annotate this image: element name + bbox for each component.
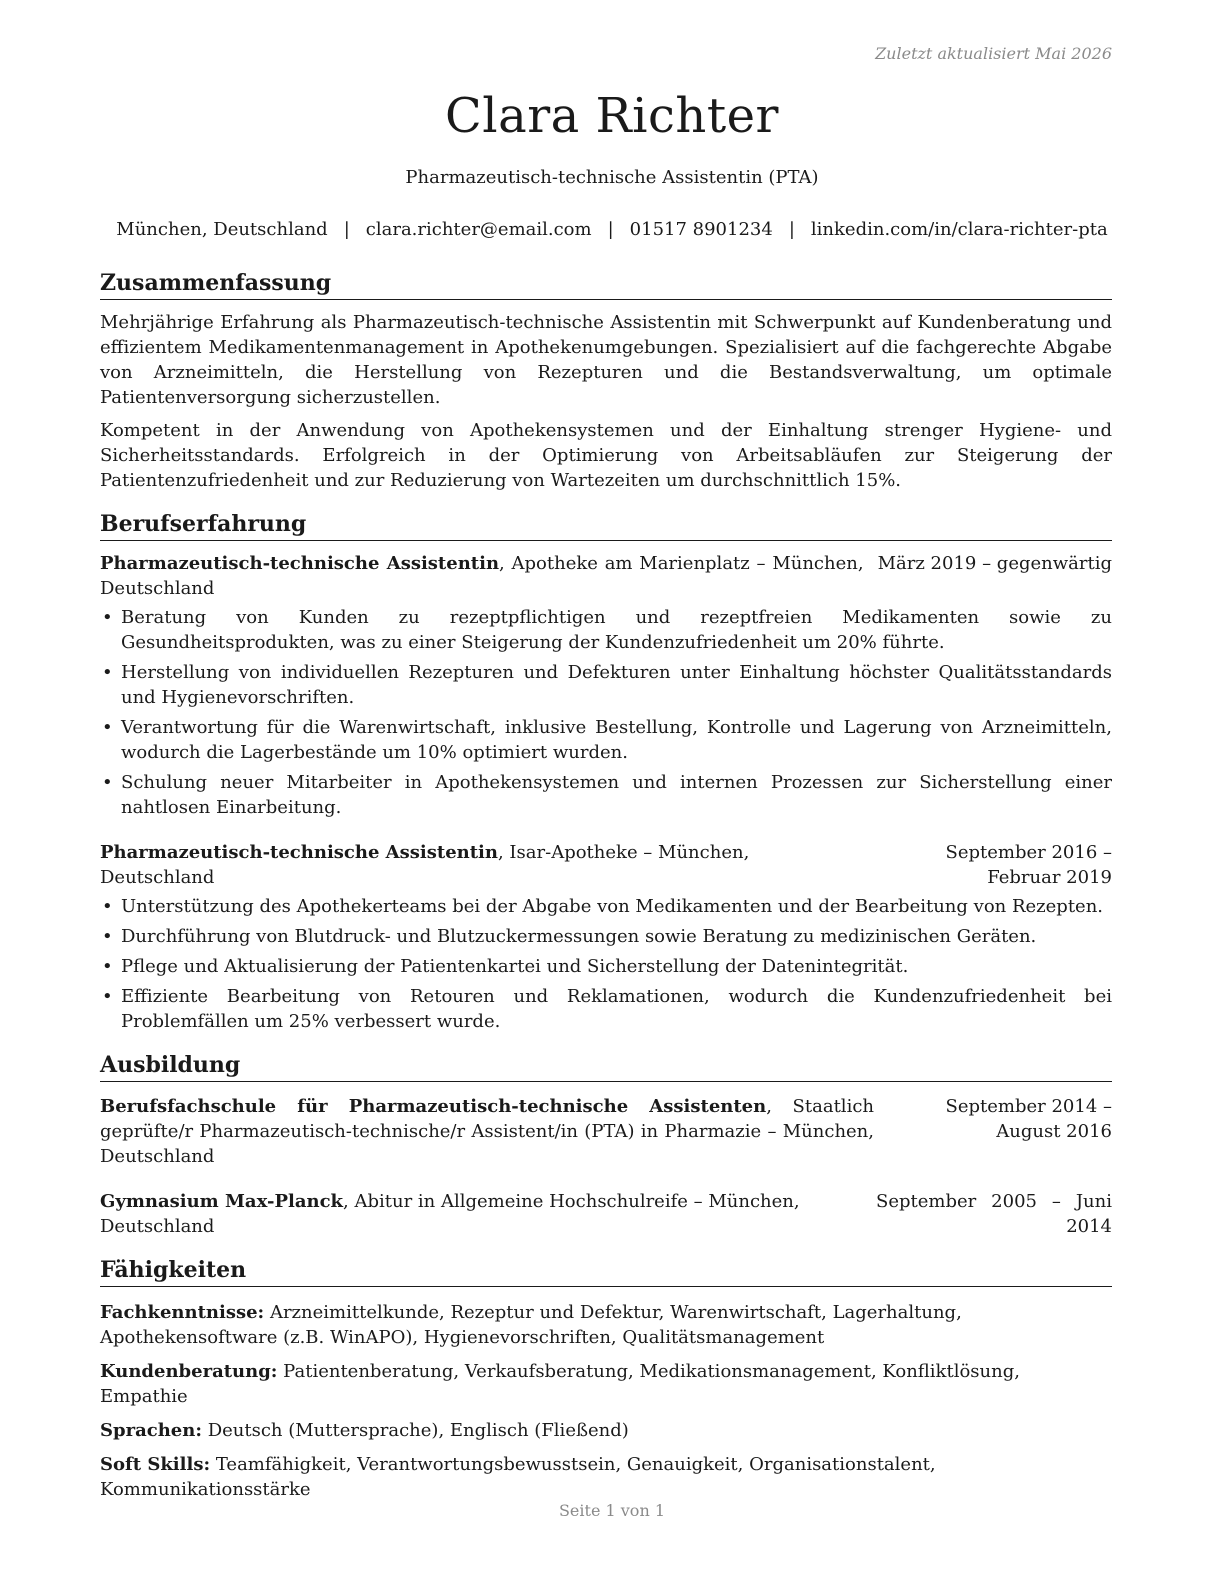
skill-value: Patientenberatung, Verkaufsberatung, Medikationsmanagement, Konfliktlösung, Empathie [100,1361,1020,1407]
skills-list [100,1300,1112,1502]
experience-section [100,509,1112,1034]
skill-value: Teamfähigkeit, Verantwortungsbewusstsein, Genauigkeit, Organisationstalent, Kommunikationsstärke [100,1454,936,1500]
job-bullets [100,894,1112,1034]
skill-row [100,1452,1112,1502]
contact-linkedin[interactable]: linkedin.com/in/clara-richter-pta [810,219,1108,240]
last-updated: Zuletzt aktualisiert Mai 2026 [875,44,1112,63]
summary-paragraph: Mehrjährige Erfahrung als Pharmazeutisch-technische Assistentin mit Schwerpunkt auf Kundenberatung und effizientem Medikamentenmanagement in Apothekenumgebungen. Spezialisiert auf die fachgerechte Abgabe von Arzneimitteln, die Herstellung von Rezepturen und die Bestandsverwaltung, um optimale Patientenversorgung sicherzustellen. [100,312,1112,408]
contact-email[interactable]: clara.richter@email.com [365,219,592,240]
list-item: • Schulung neuer Mitarbeiter in Apothekensystemen und internen Prozessen zur Sicherstellung einer nahtlosen Einarbeitung. [100,770,1112,820]
skill-row [100,1418,1112,1443]
list-item: • Effiziente Bearbeitung von Retouren und Reklamationen, wodurch die Kundenzufriedenheit bei Problemfällen um 25% verbessert wurde. [100,984,1112,1034]
list-item: • Beratung von Kunden zu rezeptpflichtigen und rezeptfreien Medikamenten sowie zu Gesundheitsprodukten, was zu einer Steigerung der Kundenzufriedenheit um 20% führte. [100,605,1112,655]
job-role: Pharmazeutisch-technische Assistentin [100,553,500,574]
skill-value: Arzneimittelkunde, Rezeptur und Defektur, Warenwirtschaft, Lagerhaltung, Apothekensoftware (z.B. WinAPO), Hygienevorschriften, Qualitätsmanagement [100,1302,962,1348]
education-section [100,1050,1112,1239]
skill-label: Fachkenntnisse: [100,1302,265,1323]
education-entry [100,1189,1112,1239]
school-name: Berufsfachschule für Pharmazeutisch-technische Assistenten [100,1096,767,1117]
education-entry [100,1094,1112,1169]
list-item: • Herstellung von individuellen Rezepturen und Defekturen unter Einhaltung höchster Qualitätsstandards und Hygienevorschriften. [100,660,1112,710]
skill-label: Sprachen: [100,1420,202,1441]
contact-line [0,219,1224,240]
list-item: • Pflege und Aktualisierung der Patientenkartei und Sicherstellung der Datenintegrität. [100,954,1112,979]
school-name: Gymnasium Max-Planck [100,1191,344,1212]
section-title: Ausbildung [100,1050,1112,1082]
summary-paragraph: Kompetent in der Anwendung von Apothekensystemen und der Einhaltung strenger Hygiene- und Sicherheitsstandards. Erfolgreich in der Optimierung von Arbeitsabläufen zur Steigerung der Patientenzufriedenheit und zur Reduzierung von Wartezeiten um durchschnittlich 15%. [100,420,1112,491]
contact-location: München, Deutschland [116,219,328,240]
section-title: Zusammenfassung [100,268,1112,300]
list-item: • Unterstützung des Apothekerteams bei der Abgabe von Medikamenten und der Bearbeitung von Rezepten. [100,894,1112,919]
job-bullets [100,605,1112,820]
resume-body [100,268,1112,1502]
list-item: • Durchführung von Blutdruck- und Blutzuckermessungen sowie Beratung zu medizinischen Geräten. [100,924,1112,949]
skill-label: Kundenberatung: [100,1361,278,1382]
job-employer: , Apotheke am Marienplatz – München, Deutschland [100,553,864,599]
skill-row [100,1359,1112,1409]
separator: | [788,219,795,240]
separator: | [343,219,350,240]
job-entry [100,840,1112,1034]
education-dates: September 2014 – August 2016 [945,1096,1112,1142]
section-title: Berufserfahrung [100,509,1112,541]
skill-row [100,1300,1112,1350]
degree-detail: , Staatlich geprüfte/r Pharmazeutisch-technische/r Assistent/in (PTA) in Pharmazie – München, Deutschland [100,1096,874,1167]
job-headline: Pharmazeutisch-technische Assistentin (PTA) [405,167,819,188]
skills-section [100,1255,1112,1502]
section-title: Fähigkeiten [100,1255,1112,1287]
skill-label: Soft Skills: [100,1454,211,1475]
summary-section [100,268,1112,493]
job-dates: September 2016 – Februar 2019 [945,842,1112,888]
education-dates: September 2005 – Juni 2014 [876,1191,1112,1237]
job-entry [100,551,1112,820]
job-dates: März 2019 – gegenwärtig [877,553,1112,574]
skill-value: Deutsch (Muttersprache), Englisch (Fließend) [201,1420,629,1441]
job-role: Pharmazeutisch-technische Assistentin [100,842,498,863]
degree-detail: , Abitur in Allgemeine Hochschulreife – München, Deutschland [100,1191,800,1237]
job-employer: , Isar-Apotheke – München, Deutschland [100,842,750,888]
list-item: • Verantwortung für die Warenwirtschaft, inklusive Bestellung, Kontrolle und Lagerung von Arzneimitteln, wodurch die Lagerbestände um 10% optimiert wurden. [100,715,1112,765]
page-number: Seite 1 von 1 [558,1501,666,1520]
separator: | [607,219,614,240]
contact-phone: 01517 8901234 [629,219,773,240]
candidate-name: Clara Richter [445,88,779,144]
